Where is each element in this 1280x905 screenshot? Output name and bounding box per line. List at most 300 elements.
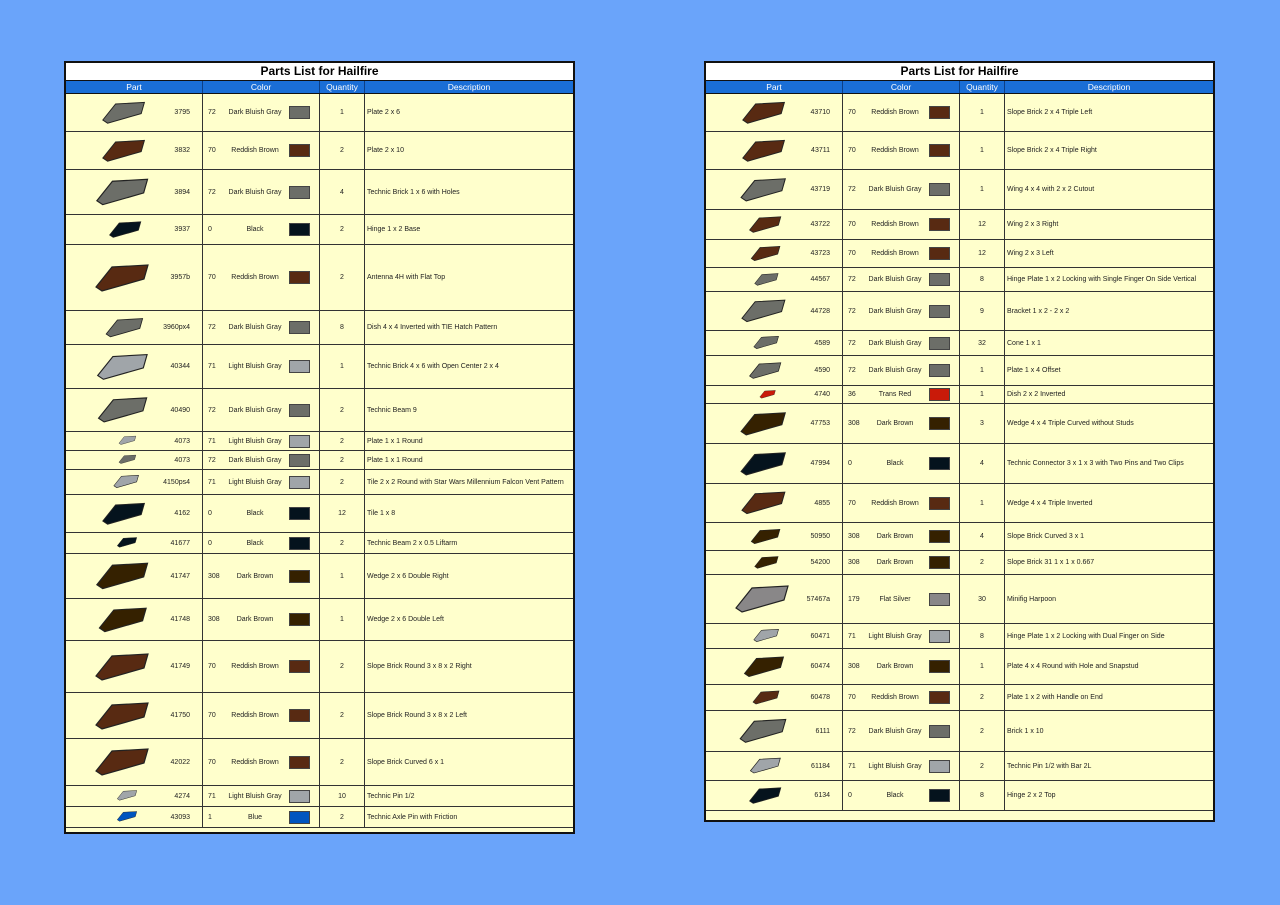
quantity-cell: 1 <box>960 94 1005 131</box>
part-cell <box>66 641 203 692</box>
color-id: 71 <box>208 792 216 800</box>
table-row <box>706 386 1213 404</box>
description-cell: Technic Connector 3 x 1 x 3 with Two Pins and Two Clips <box>1007 460 1184 467</box>
color-swatch <box>929 660 950 673</box>
part-cell <box>66 533 203 553</box>
color-cell <box>203 170 320 214</box>
table-row <box>66 533 573 554</box>
color-swatch <box>289 144 310 157</box>
color-swatch <box>289 709 310 722</box>
quantity-cell: 1 <box>960 649 1005 684</box>
part-number: 43710 <box>810 109 830 116</box>
color-name: Dark Brown <box>876 663 914 670</box>
description-cell: Slope Brick 2 x 4 Triple Right <box>1007 147 1097 154</box>
color-cell <box>843 210 960 239</box>
quantity-cell: 2 <box>320 215 365 244</box>
part-number: 4590 <box>814 367 830 374</box>
color-id: 71 <box>208 363 216 370</box>
part-number: 44567 <box>810 276 830 283</box>
technic-brick-icon <box>93 172 152 213</box>
color-name: Dark Brown <box>236 572 274 580</box>
color-swatch <box>289 106 310 119</box>
quantity-cell: 2 <box>320 807 365 827</box>
color-name: Dark Bluish Gray <box>868 367 922 374</box>
color-cell <box>843 444 960 483</box>
color-name: Light Bluish Gray <box>228 363 282 370</box>
color-cell <box>203 786 320 806</box>
quantity-cell: 2 <box>320 641 365 692</box>
part-number: 40344 <box>170 363 190 370</box>
brick-icon <box>736 713 791 750</box>
table-row <box>706 685 1213 711</box>
part-cell <box>66 311 203 344</box>
description-cell: Plate 1 x 1 Round <box>367 456 423 464</box>
quantity-cell: 1 <box>320 345 365 388</box>
part-cell <box>706 292 843 330</box>
part-number: 3957b <box>170 274 190 281</box>
color-cell <box>203 245 320 310</box>
wing-icon <box>736 172 790 208</box>
color-name: Dark Bluish Gray <box>868 727 922 735</box>
color-cell <box>203 389 320 431</box>
open-brick-icon <box>93 347 151 387</box>
color-swatch <box>929 247 950 260</box>
color-swatch <box>929 364 950 377</box>
wing-icon <box>743 212 787 238</box>
quantity-cell: 2 <box>960 752 1005 780</box>
color-name: Reddish Brown <box>871 221 919 228</box>
color-name: Dark Brown <box>876 559 914 566</box>
color-cell <box>203 641 320 692</box>
table-row <box>66 389 573 432</box>
color-name: Dark Bluish Gray <box>228 456 282 464</box>
color-cell <box>203 599 320 640</box>
description-cell: Tile 2 x 2 Round with Star Wars Millennium Falcon Vent Pattern <box>367 478 564 486</box>
quantity-cell: 8 <box>960 268 1005 291</box>
description-cell: Technic Brick 4 x 6 with Open Center 2 x 4 <box>367 363 499 370</box>
color-id: 70 <box>208 147 216 154</box>
round-plate-icon <box>111 434 144 449</box>
color-id: 72 <box>208 109 216 116</box>
color-swatch <box>289 223 310 236</box>
plate-icon <box>746 687 786 709</box>
quantity-cell: 32 <box>960 331 1005 355</box>
part-number: 41747 <box>170 572 190 580</box>
color-id: 71 <box>208 478 216 486</box>
description-cell: Slope Brick Curved 6 x 1 <box>367 758 445 766</box>
color-id: 179 <box>848 595 860 603</box>
color-swatch <box>929 630 950 643</box>
description-cell: Slope Brick Round 3 x 8 x 2 Left <box>367 712 467 719</box>
color-cell <box>843 170 960 209</box>
table-row <box>706 523 1213 551</box>
beam-icon <box>94 391 151 430</box>
part-number: 43719 <box>810 186 830 193</box>
color-name: Light Bluish Gray <box>868 762 922 770</box>
quantity-cell: 1 <box>960 170 1005 209</box>
connector-icon <box>736 446 790 482</box>
part-cell <box>706 711 843 751</box>
color-name: Dark Brown <box>236 616 274 623</box>
part-number: 40490 <box>170 406 190 414</box>
table-row <box>706 711 1213 752</box>
color-swatch <box>929 305 950 318</box>
color-swatch <box>929 691 950 704</box>
part-number: 44728 <box>810 307 830 315</box>
table-row <box>66 451 573 470</box>
color-name: Blue <box>247 813 262 821</box>
round-plate-icon <box>739 651 789 683</box>
color-name: Reddish Brown <box>231 147 279 154</box>
color-name: Dark Bluish Gray <box>868 339 922 347</box>
color-cell <box>203 432 320 450</box>
quantity-cell: 2 <box>320 693 365 738</box>
part-cell <box>706 132 843 169</box>
color-swatch <box>929 183 950 196</box>
quantity-cell: 2 <box>320 451 365 469</box>
description-cell: Cone 1 x 1 <box>1007 339 1041 347</box>
table-row <box>706 781 1213 811</box>
wing-icon <box>745 242 787 266</box>
quantity-cell: 1 <box>320 554 365 598</box>
hinge-icon <box>747 270 785 290</box>
color-cell <box>843 551 960 574</box>
table-row <box>66 94 573 132</box>
description-cell: Slope Brick Curved 3 x 1 <box>1007 533 1085 540</box>
color-name: Reddish Brown <box>871 147 919 154</box>
color-swatch <box>289 570 310 583</box>
table-row <box>66 470 573 495</box>
color-cell <box>203 554 320 598</box>
description-cell: Technic Brick 1 x 6 with Holes <box>367 188 460 196</box>
part-number: 41749 <box>170 663 190 670</box>
table-row <box>66 132 573 170</box>
color-id: 72 <box>848 367 856 374</box>
description-cell: Plate 1 x 4 Offset <box>1007 367 1061 374</box>
offset-plate-icon <box>743 358 787 384</box>
color-name: Reddish Brown <box>231 712 279 719</box>
color-swatch <box>929 144 950 157</box>
hinge-icon <box>743 783 787 809</box>
color-name: Trans Red <box>878 391 912 398</box>
color-swatch <box>929 388 950 401</box>
wedge-icon <box>95 601 151 639</box>
part-cell <box>706 94 843 131</box>
color-id: 308 <box>848 420 860 427</box>
description-cell: Plate 1 x 1 Round <box>367 437 423 445</box>
color-swatch <box>289 811 310 824</box>
part-number: 54200 <box>810 559 830 566</box>
header-color: Color <box>203 81 320 93</box>
table-header <box>66 81 573 94</box>
round-plate-icon <box>111 453 144 468</box>
sheet-title: Parts List for Hailfire <box>66 63 573 81</box>
color-swatch <box>929 530 950 543</box>
part-cell <box>66 495 203 532</box>
part-cell <box>706 386 843 403</box>
color-name: Black <box>886 792 904 799</box>
table-row <box>706 624 1213 649</box>
color-cell <box>843 292 960 330</box>
table-row <box>706 170 1213 210</box>
quantity-cell: 2 <box>320 132 365 169</box>
part-cell <box>706 624 843 648</box>
color-cell <box>843 523 960 550</box>
quantity-cell: 10 <box>320 786 365 806</box>
color-name: Reddish Brown <box>231 663 279 670</box>
table-row <box>66 170 573 215</box>
part-number: 41750 <box>170 712 190 719</box>
description-cell: Slope Brick 31 1 x 1 x 0.667 <box>1007 559 1095 566</box>
part-cell <box>66 245 203 310</box>
color-cell <box>843 331 960 355</box>
description-cell: Tile 1 x 8 <box>367 510 396 517</box>
header-description: Description <box>447 82 491 92</box>
color-name: Light Bluish Gray <box>868 632 922 640</box>
color-id: 70 <box>848 221 856 228</box>
wedge-icon <box>736 406 790 442</box>
table-row <box>706 444 1213 484</box>
color-id: 70 <box>848 499 856 507</box>
quantity-cell: 2 <box>320 533 365 553</box>
color-cell <box>843 404 960 443</box>
quantity-cell: 1 <box>960 484 1005 522</box>
table-row <box>706 210 1213 240</box>
color-id: 72 <box>848 727 856 735</box>
color-swatch <box>289 756 310 769</box>
quantity-cell: 2 <box>960 711 1005 751</box>
description-cell: Hinge 2 x 2 Top <box>1007 792 1056 799</box>
color-cell <box>843 386 960 403</box>
table-row <box>66 345 573 389</box>
wedge-icon <box>93 556 152 597</box>
color-cell <box>843 649 960 684</box>
header-quantity: Quantity <box>960 81 1005 93</box>
color-swatch <box>289 613 310 626</box>
color-id: 70 <box>848 250 856 257</box>
part-number: 4274 <box>174 792 190 800</box>
quantity-cell: 2 <box>960 551 1005 574</box>
color-cell <box>203 470 320 494</box>
part-number: 3960px4 <box>163 324 190 331</box>
color-swatch <box>289 321 310 334</box>
part-cell <box>706 170 843 209</box>
table-row <box>706 752 1213 781</box>
description-cell: Slope Brick Round 3 x 8 x 2 Right <box>367 663 472 670</box>
color-id: 72 <box>848 307 856 315</box>
color-cell <box>843 711 960 751</box>
table-row <box>706 132 1213 170</box>
part-cell <box>66 693 203 738</box>
part-cell <box>66 345 203 388</box>
color-swatch <box>929 497 950 510</box>
part-number: 42022 <box>170 758 190 766</box>
color-swatch <box>929 337 950 350</box>
color-cell <box>843 685 960 710</box>
table-row <box>706 331 1213 356</box>
quantity-cell: 1 <box>320 94 365 131</box>
quantity-cell: 1 <box>320 599 365 640</box>
table-row <box>706 94 1213 132</box>
color-cell <box>203 693 320 738</box>
table-row <box>706 575 1213 624</box>
color-name: Light Bluish Gray <box>228 437 282 445</box>
color-swatch <box>289 790 310 803</box>
quantity-cell: 4 <box>320 170 365 214</box>
part-number: 60478 <box>810 694 830 701</box>
header-part: Part <box>706 81 843 93</box>
color-cell <box>203 345 320 388</box>
color-cell <box>203 495 320 532</box>
table-row <box>706 551 1213 575</box>
quantity-cell: 1 <box>960 132 1005 169</box>
color-swatch <box>929 789 950 802</box>
color-swatch <box>929 457 950 470</box>
liftarm-icon <box>110 535 145 552</box>
part-number: 4589 <box>814 339 830 347</box>
color-swatch <box>289 360 310 373</box>
part-cell <box>706 523 843 550</box>
description-cell: Plate 1 x 2 with Handle on End <box>1007 694 1103 701</box>
color-id: 0 <box>848 460 852 467</box>
quantity-cell: 30 <box>960 575 1005 623</box>
quantity-cell: 9 <box>960 292 1005 330</box>
color-name: Dark Bluish Gray <box>228 109 282 116</box>
color-cell <box>203 533 320 553</box>
color-name: Reddish Brown <box>871 250 919 257</box>
color-swatch <box>929 760 950 773</box>
color-id: 72 <box>208 456 216 464</box>
harpoon-icon <box>732 578 792 620</box>
dish-icon <box>100 313 148 343</box>
color-id: 0 <box>208 510 212 517</box>
antenna-icon <box>92 257 152 299</box>
color-name: Reddish Brown <box>871 694 919 701</box>
part-cell <box>66 389 203 431</box>
color-id: 308 <box>208 616 220 623</box>
part-number: 60471 <box>810 632 830 640</box>
color-name: Dark Bluish Gray <box>868 276 922 283</box>
curved-slope-icon <box>92 741 152 783</box>
color-cell <box>843 268 960 291</box>
table-row <box>66 739 573 786</box>
color-swatch <box>289 476 310 489</box>
quantity-cell: 2 <box>960 685 1005 710</box>
color-cell <box>203 451 320 469</box>
part-cell <box>706 268 843 291</box>
part-number: 43093 <box>170 813 190 821</box>
curved-slope-icon <box>92 646 152 688</box>
color-name: Reddish Brown <box>231 274 279 281</box>
color-id: 0 <box>208 539 212 547</box>
part-number: 3832 <box>174 147 190 154</box>
color-name: Dark Bluish Gray <box>228 188 282 196</box>
color-id: 72 <box>208 324 216 331</box>
table-header <box>706 81 1213 94</box>
table-row <box>66 311 573 345</box>
color-cell <box>843 484 960 522</box>
curved-slope-icon <box>745 525 787 549</box>
part-number: 41677 <box>170 539 190 547</box>
quantity-cell: 3 <box>960 404 1005 443</box>
part-cell <box>66 432 203 450</box>
description-cell: Plate 2 x 10 <box>367 147 404 154</box>
color-swatch <box>929 417 950 430</box>
part-cell <box>706 575 843 623</box>
color-swatch <box>289 271 310 284</box>
description-cell: Technic Beam 2 x 0.5 Liftarm <box>367 539 458 547</box>
plate-icon <box>98 96 150 130</box>
color-name: Dark Brown <box>876 533 914 540</box>
description-cell: Slope Brick 2 x 4 Triple Left <box>1007 109 1093 116</box>
description-cell: Bracket 1 x 2 - 2 x 2 <box>1007 307 1070 315</box>
part-cell <box>66 132 203 169</box>
quantity-cell: 2 <box>320 245 365 310</box>
color-swatch <box>289 404 310 417</box>
description-cell: Wing 2 x 3 Left <box>1007 250 1054 257</box>
table-row <box>66 215 573 245</box>
part-cell <box>66 786 203 806</box>
table-row <box>66 641 573 693</box>
color-id: 72 <box>208 188 216 196</box>
description-cell: Technic Pin 1/2 <box>367 792 415 800</box>
quantity-cell: 4 <box>960 523 1005 550</box>
table-row <box>706 292 1213 331</box>
part-cell <box>706 240 843 267</box>
part-cell <box>706 752 843 780</box>
slope-icon <box>738 134 790 168</box>
color-swatch <box>929 218 950 231</box>
table-row <box>706 484 1213 523</box>
table-row <box>706 649 1213 685</box>
part-number: 4740 <box>814 391 830 398</box>
part-number: 6134 <box>814 792 830 799</box>
table-row <box>706 240 1213 268</box>
color-id: 36 <box>848 391 856 398</box>
description-cell: Technic Beam 9 <box>367 406 417 414</box>
description-cell: Wedge 4 x 4 Triple Inverted <box>1007 499 1093 507</box>
parts-list-left <box>64 61 575 834</box>
color-name: Black <box>246 226 264 233</box>
description-cell: Hinge Plate 1 x 2 Locking with Dual Finger on Side <box>1007 632 1165 640</box>
part-number: 3795 <box>174 109 190 116</box>
quantity-cell: 8 <box>320 311 365 344</box>
description-cell: Plate 4 x 4 Round with Hole and Snapstud <box>1007 663 1139 670</box>
header-color: Color <box>843 81 960 93</box>
pin-icon <box>744 754 787 779</box>
color-name: Flat Silver <box>879 595 911 603</box>
parts-list-right <box>704 61 1215 822</box>
color-id: 72 <box>848 186 856 193</box>
part-cell <box>66 739 203 785</box>
part-cell <box>706 649 843 684</box>
color-id: 70 <box>208 274 216 281</box>
tile-icon <box>98 497 150 531</box>
table-row <box>66 599 573 641</box>
color-cell <box>203 94 320 131</box>
quantity-cell: 12 <box>320 495 365 532</box>
color-id: 308 <box>848 533 860 540</box>
color-cell <box>843 240 960 267</box>
header-description: Description <box>1087 82 1131 92</box>
table-row <box>66 245 573 311</box>
part-cell <box>66 599 203 640</box>
slope-icon <box>747 553 785 573</box>
description-cell: Dish 2 x 2 Inverted <box>1007 391 1066 398</box>
color-name: Dark Bluish Gray <box>868 186 922 193</box>
color-name: Light Bluish Gray <box>228 792 282 800</box>
part-number: 4073 <box>174 456 190 464</box>
